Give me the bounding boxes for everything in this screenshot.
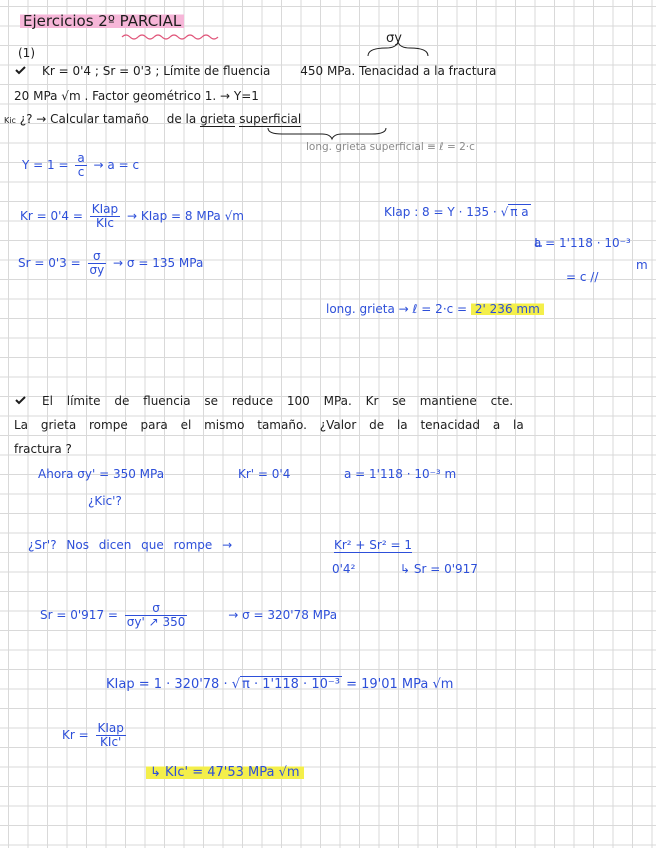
kic-question: ¿Kic'? xyxy=(88,494,122,508)
statement-1-text: Kr = 0'4 ; Sr = 0'3 ; Límite de fluencia xyxy=(42,64,271,78)
eq-y-rhs: → a = c xyxy=(93,158,140,172)
eq-sr xyxy=(18,250,203,277)
crack-length xyxy=(326,302,544,316)
grieta-word: grieta xyxy=(200,112,236,126)
eq-sr-fraction xyxy=(88,250,107,277)
exercise-number: (1) xyxy=(18,46,35,60)
eq-kiap-1: KIap : 8 = Y · 135 · √ π a xyxy=(384,205,529,219)
long-grieta-note: long. grieta superficial ≡ ℓ = 2·c xyxy=(306,141,475,153)
kiap-1-sqrt: π a xyxy=(510,205,529,219)
eq-sr-num: σ xyxy=(88,250,107,264)
page-title xyxy=(20,14,184,28)
part2-line-1: El límite de fluencia se reduce 100 MPa. Kr se mantiene cte. xyxy=(42,394,514,408)
eq-y-fraction xyxy=(75,152,86,179)
eq-kr xyxy=(20,203,244,230)
a-result-value: a = 1'118 · 10⁻³ xyxy=(534,236,631,250)
crack-length-lhs: long. grieta → ℓ = 2·c = xyxy=(326,302,468,316)
yield-value: 450 MPa xyxy=(300,64,352,78)
eq-kr2 xyxy=(62,722,129,749)
eq-kr-fraction xyxy=(90,203,120,230)
new-yield: Ahora σy' = 350 MPa xyxy=(38,467,165,481)
kiap-2-rhs: = 19'01 MPa √m xyxy=(346,677,454,692)
a-unit: m xyxy=(636,258,648,272)
eq-kr2-den: KIc' xyxy=(100,735,122,749)
eq-sr-den: σy xyxy=(89,263,105,277)
eq-y-den: c xyxy=(77,165,85,179)
eq-sr2-rhs: → σ = 320'78 MPa xyxy=(228,608,338,622)
eq-sr2-lhs: Sr = 0'917 = xyxy=(40,608,118,622)
title-text: Ejercicios 2º PARCIAL xyxy=(20,12,184,30)
title-squiggle xyxy=(122,35,218,39)
eq-kiap-2: KIap = 1 · 320'78 · √ π · 1'118 · 10⁻³ = 19'01 MPa √m xyxy=(106,677,454,692)
eq-geometric-factor xyxy=(22,152,139,179)
eq-sr-lhs: Sr = 0'3 = xyxy=(18,256,81,270)
failure-circle-den: 0'4² xyxy=(332,562,356,576)
eq-kr-num: KIap xyxy=(91,202,119,216)
statement-line-3 xyxy=(4,112,301,128)
eq-kr2-lhs: Kr = xyxy=(62,728,89,742)
statement-line-2: 20 MPa √m . Factor geométrico 1. → Y=1 xyxy=(14,89,259,103)
bullet-check-2 xyxy=(16,397,25,403)
statement-3-a: ¿? → Calcular tamaño xyxy=(19,112,149,126)
kiap-1-lhs: KIap : 8 = xyxy=(384,205,444,219)
kr-prime: Kr' = 0'4 xyxy=(238,467,291,481)
kiap-1-y: Y xyxy=(447,205,455,219)
sigma-y-note: σy xyxy=(386,31,402,46)
part2-line-2: La grieta rompe para el mismo tamaño. ¿Valor de la tenacidad a la xyxy=(14,418,524,432)
statement-1-tail: . Tenacidad a la fractura xyxy=(351,64,497,78)
bullet-check-1 xyxy=(16,67,25,73)
kiap-2-sqrt: π · 1'118 · 10⁻³ xyxy=(242,677,340,692)
crack-length-result: 2' 236 mm xyxy=(471,302,544,316)
failure-circle xyxy=(334,538,412,552)
superficial-word: superficial xyxy=(239,112,302,126)
eq-kr-den: KIc xyxy=(95,216,114,230)
statement-line-1 xyxy=(42,64,496,78)
failure-circle-eq: Kr² + Sr² = 1 xyxy=(334,538,412,552)
eq-sr2-den: σy' ↗ 350 xyxy=(126,615,186,629)
eq-kr2-fraction xyxy=(96,722,126,749)
final-result-value: ↳ KIc' = 47'53 MPa √m xyxy=(146,765,304,780)
eq-y-num: a xyxy=(77,151,85,165)
sr-question: ¿Sr'? Nos dicen que rompe → xyxy=(28,538,233,552)
grieta-brace xyxy=(268,128,386,139)
eq-kr2-num: KIap xyxy=(97,721,124,735)
eq-sr2-fraction xyxy=(125,602,188,629)
eq-y-lhs: Y = 1 = xyxy=(22,158,69,172)
kiap-2-lhs: KIap = 1 · 320'78 · xyxy=(106,677,228,692)
kic-mark: Kic xyxy=(4,116,16,125)
eq-sr2-num: σ xyxy=(125,602,188,616)
final-result xyxy=(146,766,304,780)
a-prime: a = 1'118 · 10⁻³ m xyxy=(344,467,457,481)
eq-sr-rhs: → σ = 135 MPa xyxy=(113,256,204,270)
part2-line-3: fractura ? xyxy=(14,442,72,456)
kiap-1-mid: · 135 · xyxy=(458,205,497,219)
eq-sr2 xyxy=(40,602,337,629)
a-equals-c: = c // xyxy=(566,270,599,284)
a-result xyxy=(534,236,631,250)
eq-kr-lhs: Kr = 0'4 = xyxy=(20,209,83,223)
sr-result: ↳ Sr = 0'917 xyxy=(400,562,478,576)
statement-3-b: de la xyxy=(166,112,197,126)
eq-kr-rhs: → KIap = 8 MPa √m xyxy=(126,209,244,223)
